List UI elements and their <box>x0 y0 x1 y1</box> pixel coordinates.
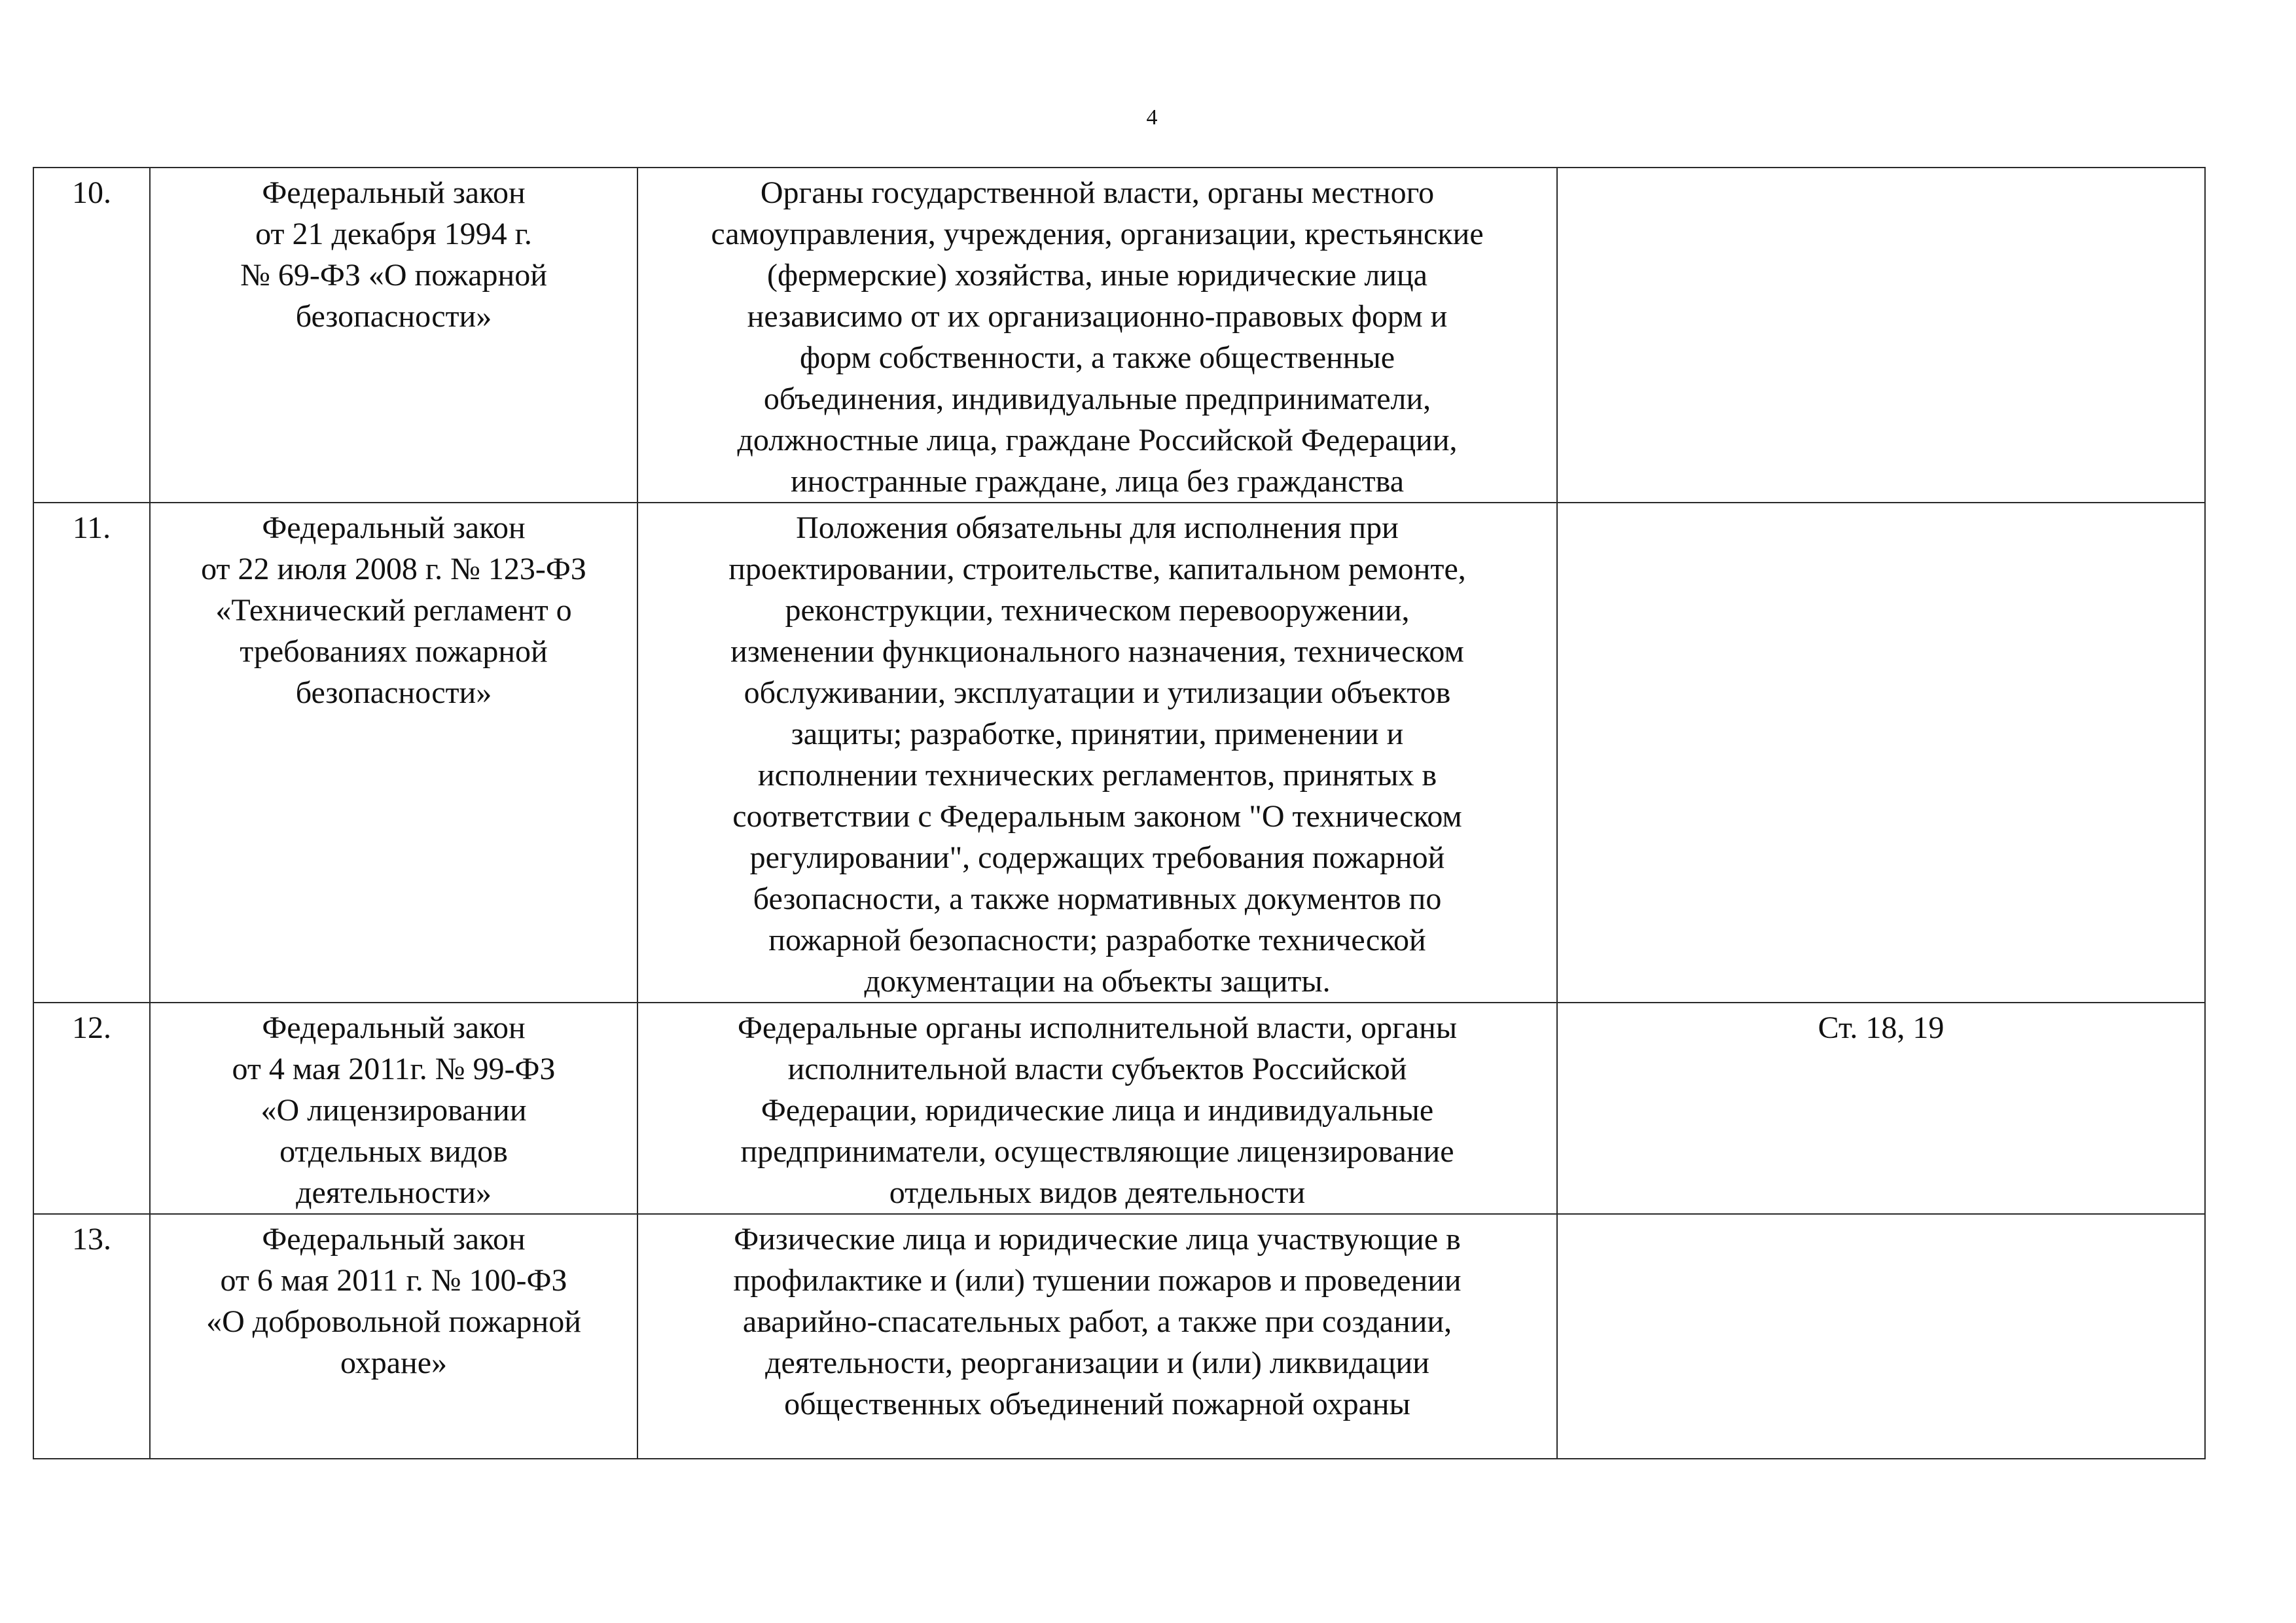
law-title-line: «Технический регламент о <box>215 593 572 628</box>
law-title-line: от 21 декабря 1994 г. <box>255 217 532 251</box>
subjects-line: самоуправления, учреждения, организации, крестьянские <box>711 217 1484 251</box>
subjects-line: соответствии с Федеральным законом "О техническом <box>732 799 1462 834</box>
subjects-cell <box>637 1003 1557 1214</box>
law-title-line: «О добровольной пожарной <box>206 1304 581 1339</box>
row-number: 12. <box>72 1010 111 1045</box>
subjects-line: обслуживании, эксплуатации и утилизации объектов <box>744 675 1451 710</box>
subjects-line: форм собственности, а также общественные <box>799 340 1395 375</box>
subjects-line: Федерации, юридические лица и индивидуальные <box>761 1093 1434 1128</box>
subjects-line: регулировании", содержащих требования пожарной <box>749 840 1445 875</box>
law-title-line: деятельности» <box>296 1175 492 1210</box>
articles-cell <box>1557 1003 2205 1214</box>
subjects-line: аварийно-спасательных работ, а также при создании, <box>742 1304 1452 1339</box>
subjects-line: реконструкции, техническом перевооружении, <box>785 593 1410 628</box>
subjects-line: должностные лица, граждане Российской Федерации, <box>737 423 1458 457</box>
subjects-line: объединения, индивидуальные предприниматели, <box>763 382 1431 416</box>
table-row <box>33 1214 2205 1459</box>
subjects-line: отдельных видов деятельности <box>889 1175 1306 1210</box>
subjects-line: Органы государственной власти, органы местного <box>760 175 1435 210</box>
law-title-cell <box>150 1214 637 1459</box>
articles-cell <box>1557 168 2205 503</box>
subjects-cell <box>637 503 1557 1003</box>
law-title-line: «О лицензировании <box>260 1093 527 1128</box>
subjects-line: иностранные граждане, лица без гражданства <box>790 464 1404 499</box>
law-title-line: от 6 мая 2011 г. № 100-ФЗ <box>220 1263 567 1298</box>
law-title-cell <box>150 503 637 1003</box>
law-title-line: требованиях пожарной <box>240 634 548 669</box>
table-row <box>33 503 2205 1003</box>
law-title-line: Федеральный закон <box>262 175 526 210</box>
subjects-cell <box>637 168 1557 503</box>
legislation-table <box>33 167 2206 1459</box>
row-number-cell <box>33 1003 150 1214</box>
law-title-line: от 4 мая 2011г. № 99-ФЗ <box>232 1052 556 1086</box>
row-number: 10. <box>72 175 111 210</box>
table-row <box>33 168 2205 503</box>
subjects-line: изменении функционального назначения, техническом <box>730 634 1464 669</box>
page-number: 4 <box>1146 105 1158 130</box>
subjects-line: пожарной безопасности; разработке технической <box>768 923 1426 957</box>
subjects-line: (фермерские) хозяйства, иные юридические лица <box>767 258 1427 293</box>
law-title-line: от 22 июля 2008 г. № 123-ФЗ <box>201 552 586 586</box>
subjects-line: Положения обязательны для исполнения при <box>796 510 1399 545</box>
subjects-line: защиты; разработке, принятии, применении и <box>791 717 1404 751</box>
subjects-line: исполнении технических регламентов, принятых в <box>757 758 1437 793</box>
subjects-cell <box>637 1214 1557 1459</box>
subjects-line: профилактике и (или) тушении пожаров и проведении <box>733 1263 1462 1298</box>
law-title-cell <box>150 168 637 503</box>
law-title-line: отдельных видов <box>279 1134 508 1169</box>
articles-cell <box>1557 503 2205 1003</box>
law-title-line: охране» <box>340 1346 448 1380</box>
articles-cell <box>1557 1214 2205 1459</box>
law-title-line: Федеральный закон <box>262 1222 526 1257</box>
row-number: 11. <box>72 510 111 545</box>
subjects-line: деятельности, реорганизации и (или) ликвидации <box>765 1346 1429 1380</box>
row-number: 13. <box>72 1222 111 1257</box>
law-title-cell <box>150 1003 637 1214</box>
row-number-cell <box>33 168 150 503</box>
subjects-line: проектировании, строительстве, капитальном ремонте, <box>728 552 1466 586</box>
subjects-line: предприниматели, осуществляющие лицензирование <box>740 1134 1454 1169</box>
subjects-line: исполнительной власти субъектов Российской <box>787 1052 1407 1086</box>
table-row <box>33 1003 2205 1214</box>
row-number-cell <box>33 1214 150 1459</box>
law-title-line: безопасности» <box>295 675 492 710</box>
subjects-line: безопасности, а также нормативных документов по <box>753 882 1442 916</box>
law-title-line: № 69-ФЗ «О пожарной <box>240 258 547 293</box>
law-title-line: безопасности» <box>295 299 492 334</box>
row-number-cell <box>33 503 150 1003</box>
subjects-line: Физические лица и юридические лица участвующие в <box>734 1222 1461 1257</box>
subjects-line: Федеральные органы исполнительной власти, органы <box>737 1010 1458 1045</box>
law-title-line: Федеральный закон <box>262 510 526 545</box>
subjects-line: общественных объединений пожарной охраны <box>784 1387 1410 1421</box>
subjects-line: независимо от их организационно-правовых форм и <box>747 299 1448 334</box>
articles-text: Ст. 18, 19 <box>1818 1010 1945 1045</box>
law-title-line: Федеральный закон <box>262 1010 526 1045</box>
subjects-line: документации на объекты защиты. <box>864 964 1331 999</box>
